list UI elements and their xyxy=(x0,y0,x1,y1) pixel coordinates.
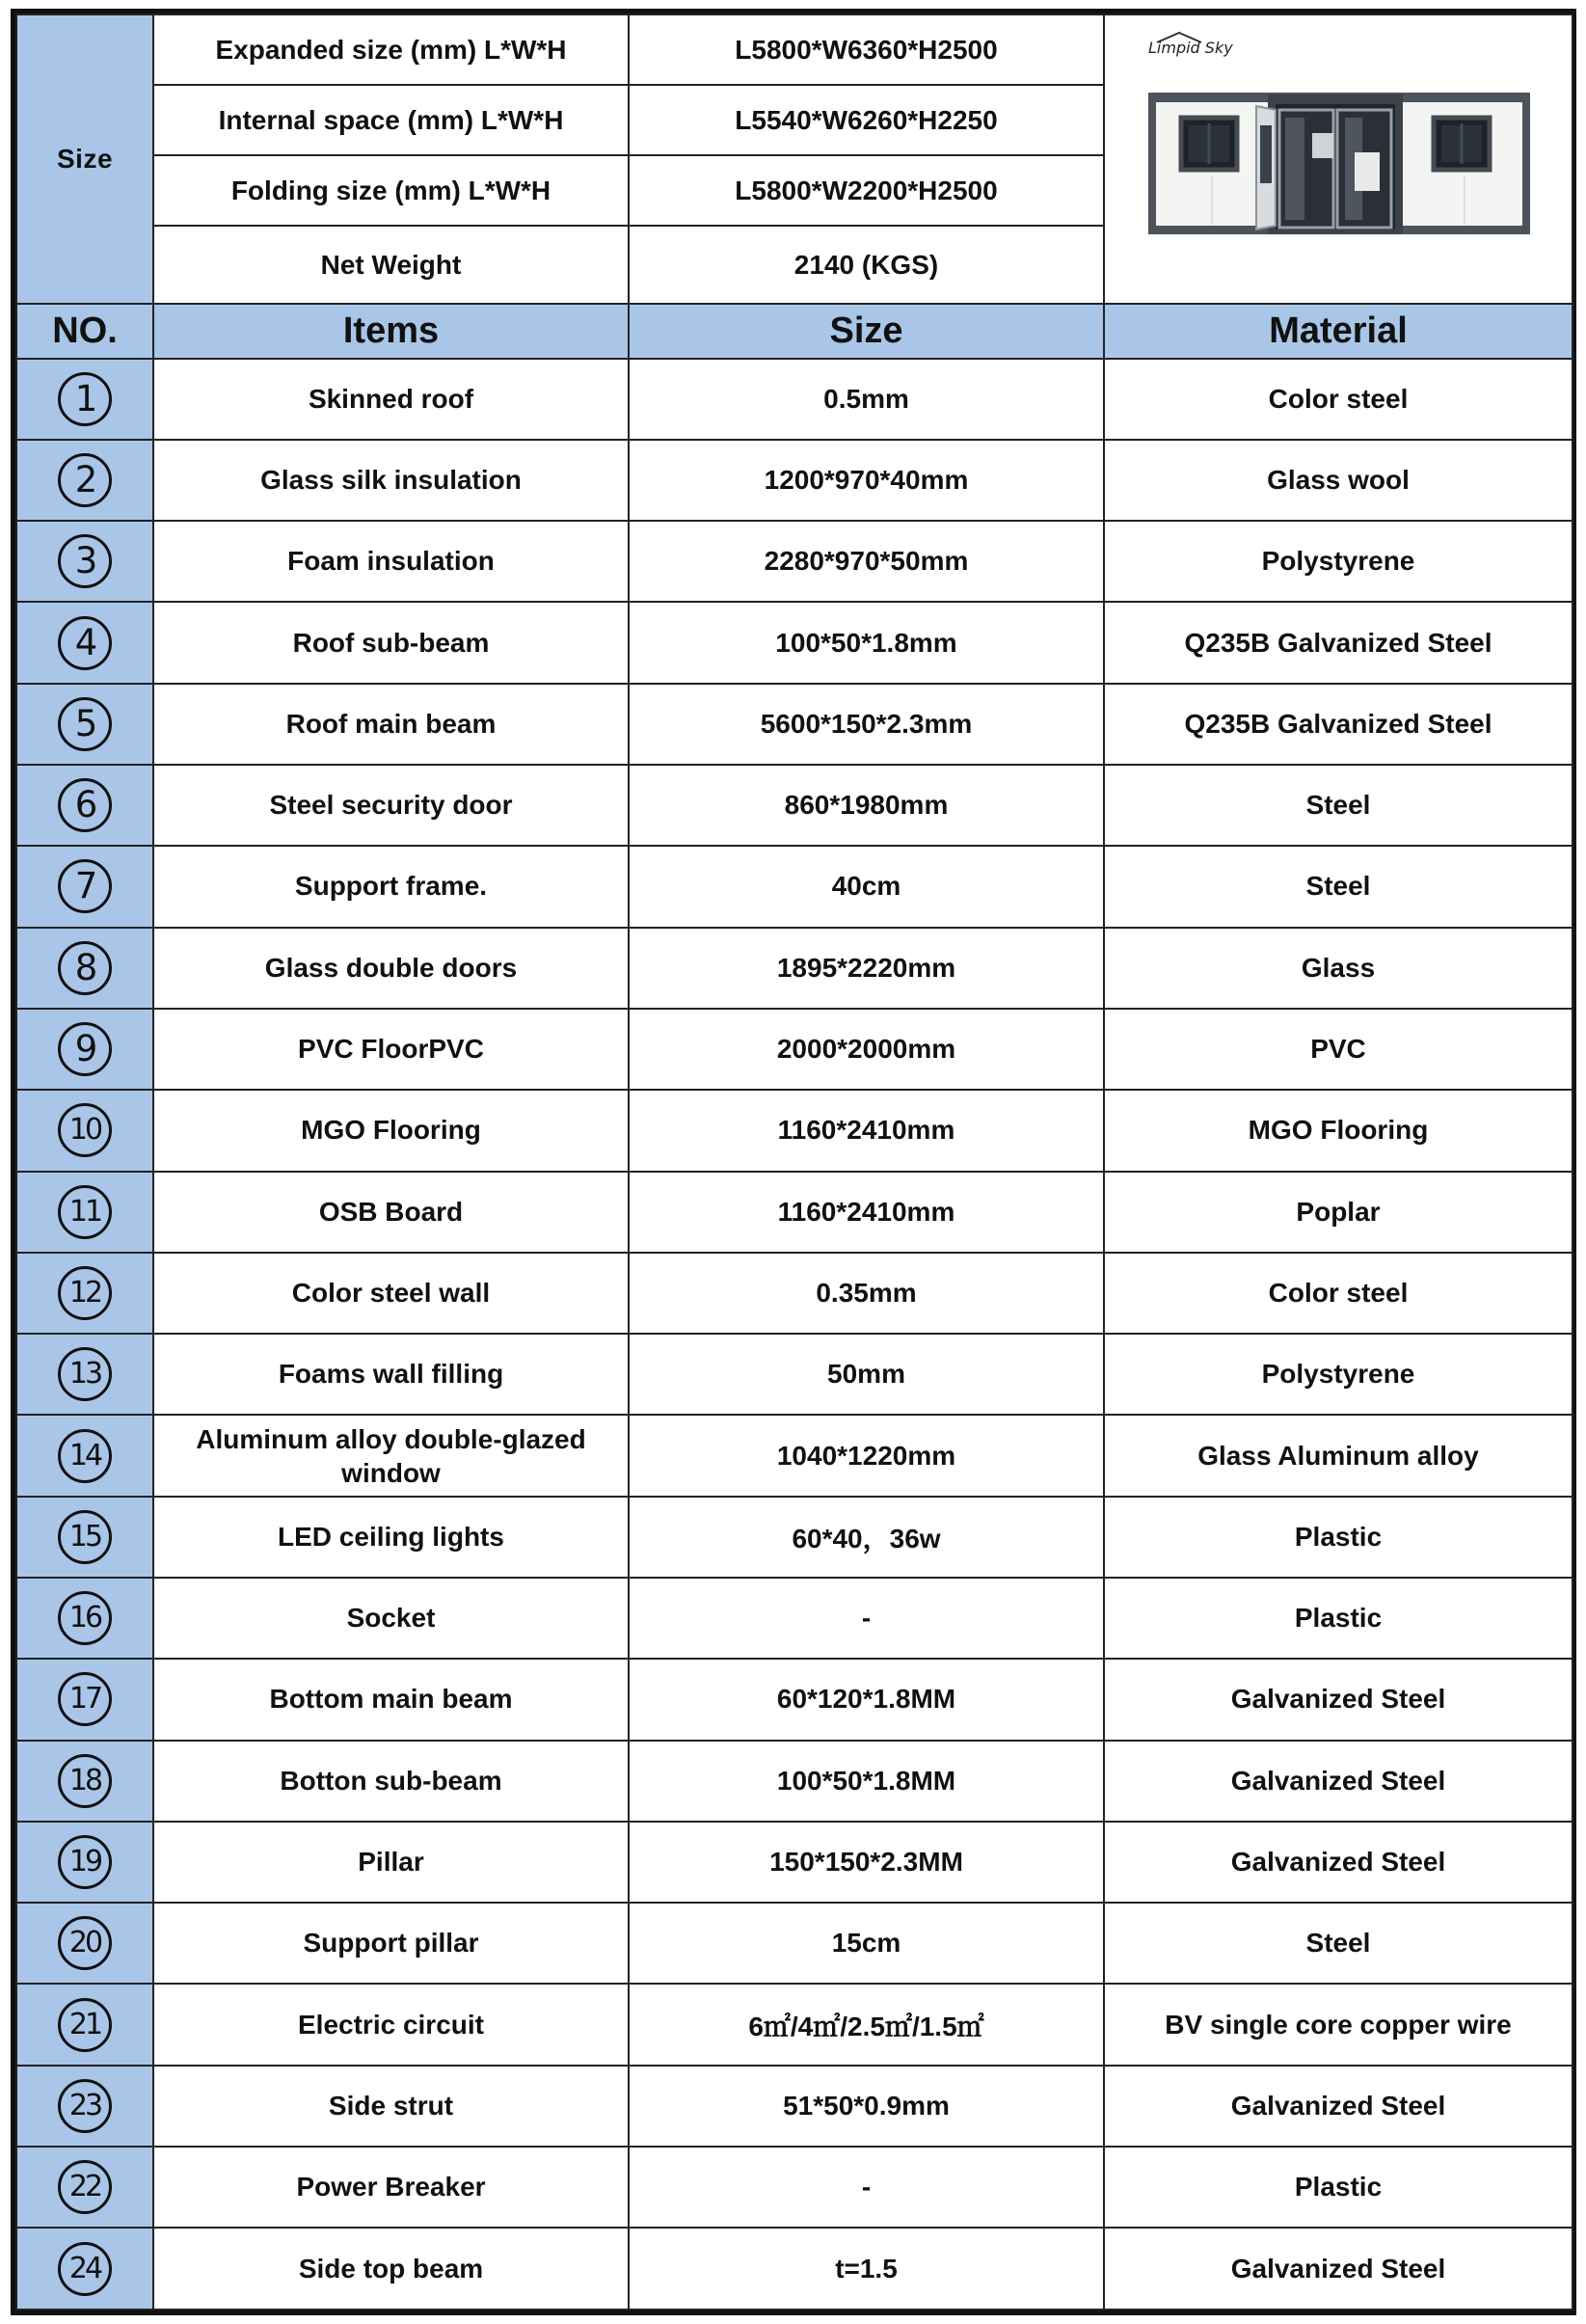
item-size-cell: 6㎡/4㎡/2.5㎡/1.5㎡ xyxy=(629,1984,1104,2065)
table-row xyxy=(16,684,1573,765)
table-row xyxy=(16,1415,1573,1496)
item-material-cell: Glass wool xyxy=(1104,440,1573,521)
row-number-cell xyxy=(16,2147,153,2228)
circled-number: 16 xyxy=(58,1591,112,1645)
item-size-cell: 100*50*1.8mm xyxy=(629,602,1104,683)
item-size-cell: 0.5mm xyxy=(629,359,1104,440)
size-row-label: Internal space (mm) L*W*H xyxy=(153,85,629,155)
table-row xyxy=(16,1172,1573,1253)
item-name-cell: Support frame. xyxy=(153,846,629,927)
item-name-cell: Glass double doors xyxy=(153,928,629,1009)
circled-number: 18 xyxy=(58,1754,112,1808)
row-number-cell xyxy=(16,1822,153,1903)
item-material-cell: Poplar xyxy=(1104,1172,1573,1253)
item-size-cell: 860*1980mm xyxy=(629,765,1104,846)
item-name-cell: MGO Flooring xyxy=(153,1090,629,1171)
circled-number: 24 xyxy=(58,2242,112,2296)
item-size-cell: 5600*150*2.3mm xyxy=(629,684,1104,765)
table-row xyxy=(16,602,1573,683)
item-material-cell: Glass Aluminum alloy xyxy=(1104,1415,1573,1496)
table-row xyxy=(16,1578,1573,1659)
size-row-value: 2140 (KGS) xyxy=(629,226,1104,303)
column-header-row xyxy=(16,304,1573,359)
item-name-cell: Side strut xyxy=(153,2066,629,2147)
item-material-cell: PVC xyxy=(1104,1009,1573,1090)
item-material-cell: Galvanized Steel xyxy=(1104,1741,1573,1822)
row-number-cell xyxy=(16,1172,153,1253)
item-name-cell: Roof main beam xyxy=(153,684,629,765)
item-material-cell: MGO Flooring xyxy=(1104,1090,1573,1171)
row-number-cell xyxy=(16,765,153,846)
table-row xyxy=(16,1822,1573,1903)
size-row-label: Net Weight xyxy=(153,226,629,303)
item-material-cell: Plastic xyxy=(1104,2147,1573,2228)
row-number-cell xyxy=(16,1578,153,1659)
row-number-cell xyxy=(16,521,153,602)
row-number-cell xyxy=(16,928,153,1009)
item-name-cell: Skinned roof xyxy=(153,359,629,440)
item-size-cell: 50mm xyxy=(629,1334,1104,1415)
circled-number: 13 xyxy=(58,1347,112,1401)
circled-number: 5 xyxy=(58,697,112,751)
row-number-cell xyxy=(16,2228,153,2310)
table-row xyxy=(16,1334,1573,1415)
size-row-value: L5800*W2200*H2500 xyxy=(629,155,1104,226)
spec-sheet xyxy=(11,9,1576,2315)
item-size-cell: 150*150*2.3MM xyxy=(629,1822,1104,1903)
circled-number: 15 xyxy=(58,1510,112,1564)
table-row xyxy=(16,2066,1573,2147)
item-name-cell: Aluminum alloy double-glazed window xyxy=(153,1415,629,1496)
table-row xyxy=(16,2228,1573,2310)
item-name-cell: Botton sub-beam xyxy=(153,1741,629,1822)
item-name-cell: Bottom main beam xyxy=(153,1659,629,1740)
circled-number: 2 xyxy=(58,453,112,507)
item-material-cell: Glass xyxy=(1104,928,1573,1009)
row-number-cell xyxy=(16,846,153,927)
item-size-cell: t=1.5 xyxy=(629,2228,1104,2310)
circled-number: 1 xyxy=(58,372,112,426)
item-material-cell: Galvanized Steel xyxy=(1104,2228,1573,2310)
size-section-label: Size xyxy=(16,14,153,304)
row-number-cell xyxy=(16,1659,153,1740)
table-row xyxy=(16,765,1573,846)
item-size-cell: 40cm xyxy=(629,846,1104,927)
item-material-cell: Plastic xyxy=(1104,1497,1573,1578)
circled-number: 6 xyxy=(58,778,112,832)
column-header-items: Items xyxy=(153,304,629,359)
column-header-no: NO. xyxy=(16,304,153,359)
table-row xyxy=(16,2147,1573,2228)
item-size-cell: - xyxy=(629,2147,1104,2228)
table-row xyxy=(16,1984,1573,2065)
item-material-cell: Polystyrene xyxy=(1104,521,1573,602)
item-size-cell: 15cm xyxy=(629,1903,1104,1984)
item-name-cell: Socket xyxy=(153,1578,629,1659)
row-number-cell xyxy=(16,1009,153,1090)
row-number-cell xyxy=(16,1903,153,1984)
circled-number: 12 xyxy=(58,1266,112,1320)
circled-number: 21 xyxy=(58,1998,112,2052)
circled-number: 10 xyxy=(58,1103,112,1157)
item-name-cell: Steel security door xyxy=(153,765,629,846)
circled-number: 3 xyxy=(58,534,112,588)
item-size-cell: 1895*2220mm xyxy=(629,928,1104,1009)
item-name-cell: OSB Board xyxy=(153,1172,629,1253)
row-number-cell xyxy=(16,2066,153,2147)
item-material-cell: Color steel xyxy=(1104,359,1573,440)
table-row xyxy=(16,1741,1573,1822)
item-name-cell: LED ceiling lights xyxy=(153,1497,629,1578)
item-name-cell: Side top beam xyxy=(153,2228,629,2310)
size-row-label: Folding size (mm) L*W*H xyxy=(153,155,629,226)
item-name-cell: Pillar xyxy=(153,1822,629,1903)
column-header-size: Size xyxy=(629,304,1104,359)
circled-number: 22 xyxy=(58,2160,112,2214)
item-size-cell: 1160*2410mm xyxy=(629,1090,1104,1171)
circled-number: 9 xyxy=(58,1022,112,1076)
item-name-cell: PVC FloorPVC xyxy=(153,1009,629,1090)
item-material-cell: Plastic xyxy=(1104,1578,1573,1659)
item-material-cell: Polystyrene xyxy=(1104,1334,1573,1415)
table-row xyxy=(16,1659,1573,1740)
item-name-cell: Glass silk insulation xyxy=(153,440,629,521)
circled-number: 11 xyxy=(58,1185,112,1239)
item-material-cell: Q235B Galvanized Steel xyxy=(1104,602,1573,683)
size-row xyxy=(16,14,1573,85)
table-row xyxy=(16,359,1573,440)
row-number-cell xyxy=(16,602,153,683)
circled-number: 23 xyxy=(58,2079,112,2133)
row-number-cell xyxy=(16,1497,153,1578)
item-material-cell: Steel xyxy=(1104,846,1573,927)
row-number-cell xyxy=(16,1090,153,1171)
circled-number: 8 xyxy=(58,941,112,995)
item-material-cell: Galvanized Steel xyxy=(1104,2066,1573,2147)
container-house-photo xyxy=(1106,17,1571,301)
item-size-cell: - xyxy=(629,1578,1104,1659)
item-size-cell: 100*50*1.8MM xyxy=(629,1741,1104,1822)
circled-number: 7 xyxy=(58,859,112,913)
item-material-cell: Color steel xyxy=(1104,1253,1573,1334)
item-size-cell: 60*120*1.8MM xyxy=(629,1659,1104,1740)
item-size-cell: 51*50*0.9mm xyxy=(629,2066,1104,2147)
circled-number: 17 xyxy=(58,1672,112,1726)
row-number-cell xyxy=(16,1984,153,2065)
column-header-material: Material xyxy=(1104,304,1573,359)
item-name-cell: Foams wall filling xyxy=(153,1334,629,1415)
item-material-cell: Steel xyxy=(1104,1903,1573,1984)
circled-number: 19 xyxy=(58,1835,112,1889)
size-row-value: L5540*W6260*H2250 xyxy=(629,85,1104,155)
items-body xyxy=(16,359,1573,2310)
table-row xyxy=(16,1009,1573,1090)
item-size-cell: 1160*2410mm xyxy=(629,1172,1104,1253)
item-name-cell: Roof sub-beam xyxy=(153,602,629,683)
row-number-cell xyxy=(16,1415,153,1496)
table-row xyxy=(16,1253,1573,1334)
item-name-cell: Electric circuit xyxy=(153,1984,629,2065)
item-name-cell: Power Breaker xyxy=(153,2147,629,2228)
table-row xyxy=(16,928,1573,1009)
row-number-cell xyxy=(16,440,153,521)
table-row xyxy=(16,1497,1573,1578)
item-size-cell: 1200*970*40mm xyxy=(629,440,1104,521)
table-row xyxy=(16,440,1573,521)
circled-number: 20 xyxy=(58,1916,112,1970)
row-number-cell xyxy=(16,1741,153,1822)
item-size-cell: 1040*1220mm xyxy=(629,1415,1104,1496)
row-number-cell xyxy=(16,359,153,440)
size-row-value: L5800*W6360*H2500 xyxy=(629,14,1104,85)
row-number-cell xyxy=(16,1253,153,1334)
row-number-cell xyxy=(16,1334,153,1415)
item-material-cell: BV single core copper wire xyxy=(1104,1984,1573,2065)
size-row-label: Expanded size (mm) L*W*H xyxy=(153,14,629,85)
item-material-cell: Q235B Galvanized Steel xyxy=(1104,684,1573,765)
item-size-cell: 2280*970*50mm xyxy=(629,521,1104,602)
product-photo-cell xyxy=(1104,14,1573,304)
item-name-cell: Color steel wall xyxy=(153,1253,629,1334)
item-material-cell: Galvanized Steel xyxy=(1104,1659,1573,1740)
item-material-cell: Galvanized Steel xyxy=(1104,1822,1573,1903)
item-size-cell: 0.35mm xyxy=(629,1253,1104,1334)
spec-table xyxy=(15,14,1573,2310)
item-size-cell: 60*40，36w xyxy=(629,1497,1104,1578)
circled-number: 4 xyxy=(58,616,112,670)
table-row xyxy=(16,846,1573,927)
brand-logo: Limpid Sky xyxy=(1148,38,1233,57)
item-name-cell: Support pillar xyxy=(153,1903,629,1984)
table-row xyxy=(16,521,1573,602)
circled-number: 14 xyxy=(58,1429,112,1483)
item-name-cell: Foam insulation xyxy=(153,521,629,602)
row-number-cell xyxy=(16,684,153,765)
item-size-cell: 2000*2000mm xyxy=(629,1009,1104,1090)
table-row xyxy=(16,1903,1573,1984)
table-row xyxy=(16,1090,1573,1171)
item-material-cell: Steel xyxy=(1104,765,1573,846)
